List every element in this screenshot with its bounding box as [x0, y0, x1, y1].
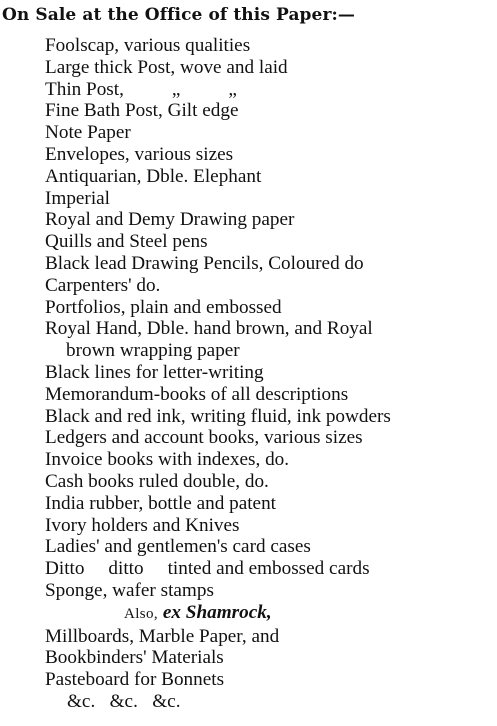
list-item: Ladies' and gentlemen's card cases [45, 536, 311, 558]
list-item: Invoice books with indexes, do. [45, 449, 290, 471]
list-item: India rubber, bottle and patent [45, 492, 276, 514]
list-item: Imperial [45, 187, 110, 209]
list-item: Fine Bath Post, Gilt edge [45, 100, 239, 122]
list-item: Black and red ink, writing fluid, ink powders [45, 405, 391, 427]
list-item: Portfolios, plain and embossed [45, 296, 282, 318]
list-item: Memorandum-books of all descriptions [45, 383, 349, 405]
list-item: Carpenters' do. [45, 274, 161, 296]
list-item: Envelopes, various sizes [45, 143, 234, 165]
list-item: Quills and Steel pens [45, 231, 208, 253]
stock-list [0, 35, 497, 713]
list-item: Thin Post, „ „ [45, 78, 237, 100]
also-line [0, 602, 497, 626]
advert-heading: On Sale at the Office of this Paper:— [2, 5, 355, 25]
list-item: Sponge, wafer stamps [45, 579, 214, 601]
list-item: Foolscap, various qualities [45, 35, 251, 56]
list-item: Pasteboard for Bonnets [45, 669, 225, 691]
also-word: Also, [124, 605, 159, 622]
etcetera-line: &c. &c. &c. [67, 690, 181, 712]
list-item: Millboards, Marble Paper, and [45, 625, 280, 647]
list-item: Ivory holders and Knives [45, 514, 240, 536]
list-item: Black lines for letter-writing [45, 361, 264, 383]
list-item: Note Paper [45, 122, 131, 144]
list-item: Royal Hand, Dble. hand brown, and Royal [45, 318, 373, 340]
list-item-continuation: brown wrapping paper [66, 340, 240, 362]
list-item: Large thick Post, wove and laid [45, 56, 288, 78]
list-item: Ditto ditto tinted and embossed cards [45, 558, 370, 580]
list-item: Cash books ruled double, do. [45, 470, 269, 492]
list-item: Antiquarian, Dble. Elephant [45, 165, 262, 187]
list-item: Royal and Demy Drawing paper [45, 209, 295, 231]
ship-name: ex Shamrock, [162, 601, 272, 623]
list-item: Ledgers and account books, various sizes [45, 427, 363, 449]
list-item: Black lead Drawing Pencils, Coloured do [45, 252, 364, 274]
list-item: Bookbinders' Materials [45, 647, 224, 669]
